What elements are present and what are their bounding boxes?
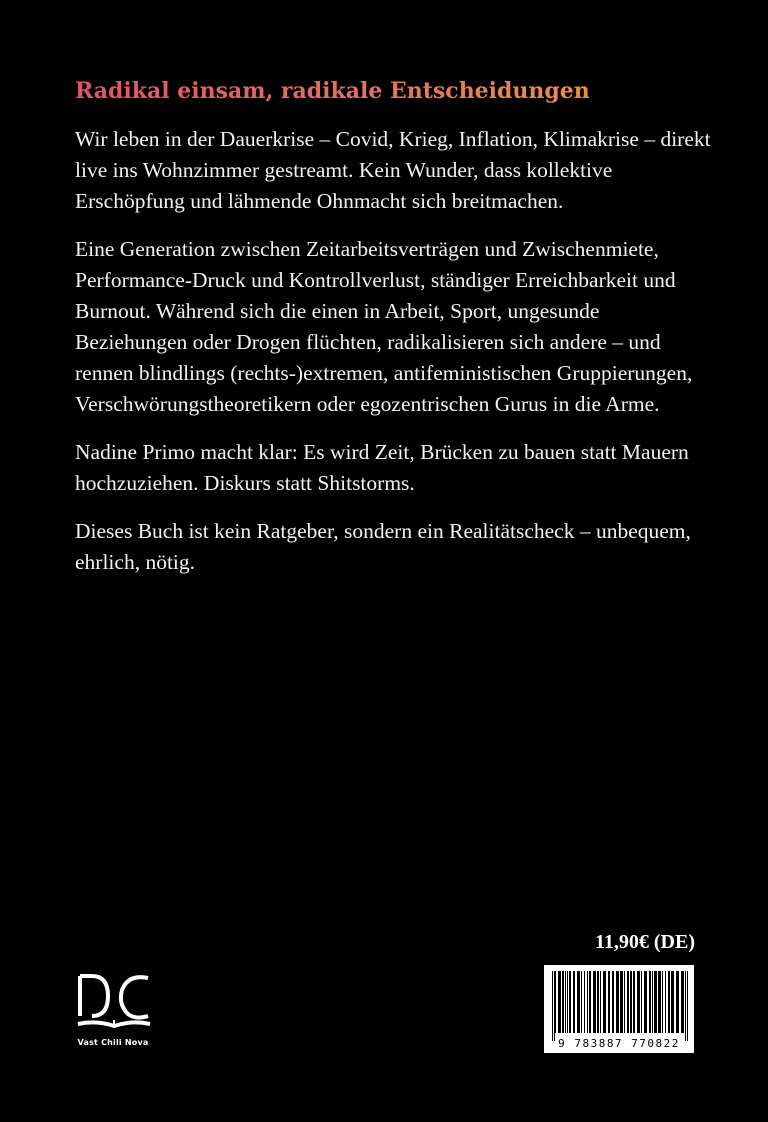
publisher-name: Vast Chili Nova: [77, 1038, 149, 1047]
barcode-bar: [565, 971, 566, 1033]
blurb-paragraph-3: Nadine Primo macht klar: Es wird Zeit, Brücken zu bauen statt Mauern hochzuziehen. Diskurs statt Shitstorms.: [75, 440, 689, 495]
barcode-bar: [681, 971, 684, 1033]
blurb-paragraph-1: Wir leben in der Dauerkrise – Covid, Krieg, Inflation, Klimakrise – direkt live ins Wohnzimmer gestreamt. Kein Wunder, dass kollektive Erschöpfung und lähmende Ohnmacht sich breitmachen.: [75, 127, 711, 213]
barcode-bar: [652, 971, 653, 1033]
barcode-bar: [600, 971, 601, 1033]
barcode-bar: [658, 971, 661, 1033]
barcode-bar: [603, 971, 606, 1033]
barcode-bar: [620, 971, 623, 1033]
price-label: 11,90€ (DE): [595, 931, 695, 953]
blurb: [75, 124, 715, 595]
barcode-bar: [562, 971, 564, 1033]
barcode-bar: [584, 971, 585, 1033]
barcode-bar: [687, 971, 688, 1041]
barcode-bar: [685, 971, 686, 1041]
barcode-bar: [567, 971, 568, 1033]
blurb-paragraph-2: Eine Generation zwischen Zeitarbeitsverträgen und Zwischenmiete, Performance-Druck und Kontrollverlust, ständiger Erreichbarkeit und Burnout. Während sich die einen in Arbeit, Sport, ungesunde Beziehungen oder Drogen flüchten, radikalisieren sich andere – und rennen blindlings (rechts-)extremen, antifeministischen Gruppierungen, Verschwörungstheoretikern oder egozentrischen Gurus in die Arme.: [75, 237, 693, 416]
barcode-bar: [649, 971, 651, 1033]
barcode-bar: [668, 971, 670, 1033]
barcode-bar: [676, 971, 679, 1033]
barcode-bar: [555, 971, 556, 1033]
isbn-digits: 9 783887 770822: [558, 1037, 680, 1050]
barcode-bar: [589, 971, 591, 1033]
barcode-bar: [616, 971, 619, 1033]
barcode-bar: [608, 971, 610, 1033]
barcode-bar: [627, 971, 629, 1033]
barcode: [544, 965, 694, 1053]
barcode-bar: [630, 971, 632, 1033]
blurb-paragraph-4: Dieses Buch ist kein Ratgeber, sondern ein Realitätscheck – unbequem, ehrlich, nötig.: [75, 519, 691, 574]
barcode-bar: [587, 971, 588, 1033]
barcode-bar: [577, 971, 580, 1033]
barcode-bar: [593, 971, 596, 1033]
barcode-bar: [665, 971, 666, 1033]
barcode-bar: [581, 971, 582, 1033]
barcode-bar: [554, 971, 555, 1041]
barcode-bar: [644, 971, 647, 1033]
barcode-bar: [558, 971, 561, 1033]
barcode-bar: [569, 971, 571, 1033]
barcode-bar: [671, 971, 674, 1033]
barcode-bar: [633, 971, 635, 1033]
barcode-bar: [662, 971, 663, 1033]
barcode-bar: [641, 971, 642, 1033]
barcode-bar: [573, 971, 575, 1033]
headline: Radikal einsam, radikale Entscheidungen: [75, 78, 590, 104]
barcode-bar: [597, 971, 599, 1033]
barcode-bar: [654, 971, 657, 1033]
barcode-bar: [552, 971, 553, 1041]
publisher-logo-icon: [74, 970, 154, 1034]
barcode-bar: [637, 971, 640, 1033]
barcode-bar: [612, 971, 614, 1033]
barcode-bar: [624, 971, 625, 1033]
